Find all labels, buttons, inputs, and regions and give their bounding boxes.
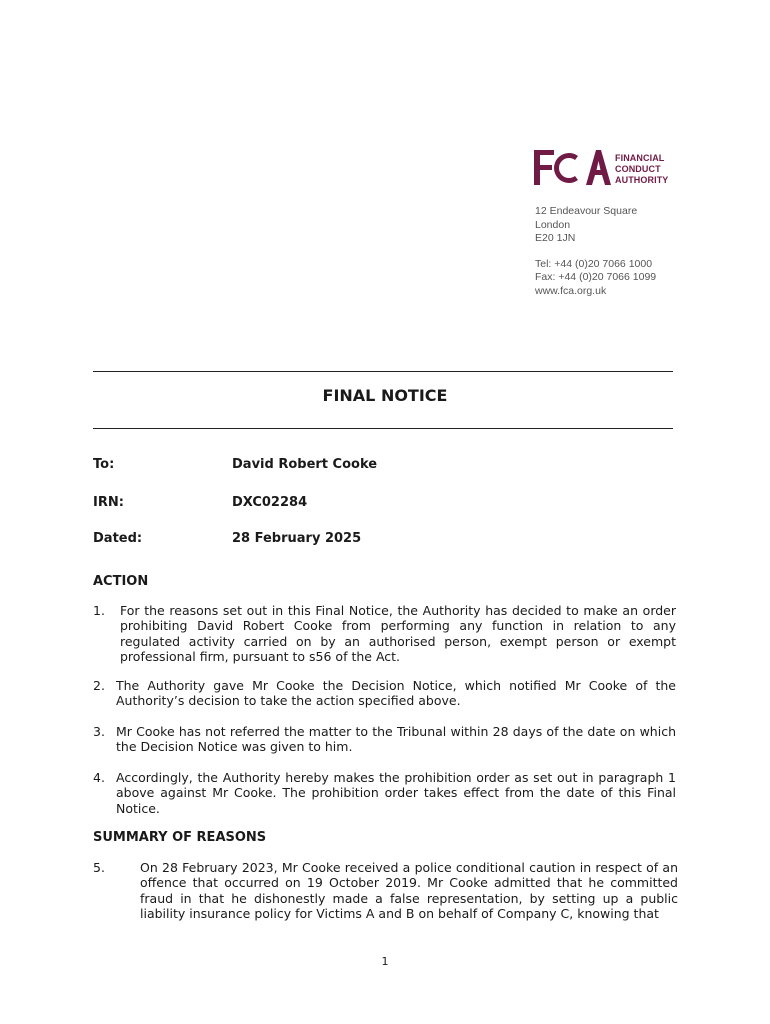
paragraph-number: 1. xyxy=(93,603,105,618)
address-line-2: London xyxy=(535,218,571,231)
paragraph-number: 4. xyxy=(93,770,105,785)
summary-heading: SUMMARY OF REASONS xyxy=(93,830,267,845)
dated-label: Dated: xyxy=(93,531,143,546)
to-label: To: xyxy=(93,457,115,472)
paragraph-text: Mr Cooke has not referred the matter to the Tribunal within 28 days of the date on which the Decision Notice was given to him. xyxy=(116,724,676,755)
document-title: FINAL NOTICE xyxy=(322,386,448,405)
paragraph-text: For the reasons set out in this Final Notice, the Authority has decided to make an order prohibiting David Robert Cooke from performing any function in relation to any regulated activity carried on by an authorised person, exempt person or exempt professional firm, pursuant to s56 of the Act. xyxy=(120,603,676,664)
logo-line-financial: FINANCIAL xyxy=(615,153,665,163)
paragraph-text: Accordingly, the Authority hereby makes the prohibition order as set out in paragraph 1 above against Mr Cooke. The prohibition order takes effect from the date of this Final Notice. xyxy=(116,770,676,816)
logo-line-conduct: CONDUCT xyxy=(615,164,661,174)
paragraph-text: On 28 February 2023, Mr Cooke received a police conditional caution in respect of an offence that occurred on 19 October 2019. Mr Cooke admitted that he committed fraud in that he dishonestly made a false representation, by setting up a public liability insurance policy for Victims A and B on behalf of Company C, knowing that xyxy=(140,860,678,921)
logo-line-authority: AUTHORITY xyxy=(615,175,669,185)
fca-logo-mark-icon xyxy=(532,148,612,188)
address-postcode: E20 1JN xyxy=(535,232,576,244)
action-heading: ACTION xyxy=(93,574,149,589)
fca-logo xyxy=(532,148,682,188)
address-website: www.fca.org.uk xyxy=(535,284,607,297)
bottom-divider xyxy=(93,428,673,429)
to-value: David Robert Cooke xyxy=(232,457,378,472)
paragraph-text: The Authority gave Mr Cooke the Decision Notice, which notified Mr Cooke of the Authority’s decision to take the action specified above. xyxy=(116,678,676,709)
dated-value: 28 February 2025 xyxy=(232,531,362,546)
irn-value: DXC02284 xyxy=(232,495,308,510)
irn-label: IRN: xyxy=(93,495,124,510)
address-block xyxy=(535,205,656,298)
address-fax: Fax: +44 (0)20 7066 1099 xyxy=(535,271,657,283)
address-telephone: Tel: +44 (0)20 7066 1000 xyxy=(535,257,653,270)
address-line-1: 12 Endeavour Square xyxy=(535,205,638,217)
paragraph-number: 3. xyxy=(93,724,105,739)
top-divider xyxy=(93,371,673,372)
paragraph-number: 5. xyxy=(93,860,105,875)
paragraph-number: 2. xyxy=(93,678,105,693)
page-number: 1 xyxy=(381,955,389,968)
